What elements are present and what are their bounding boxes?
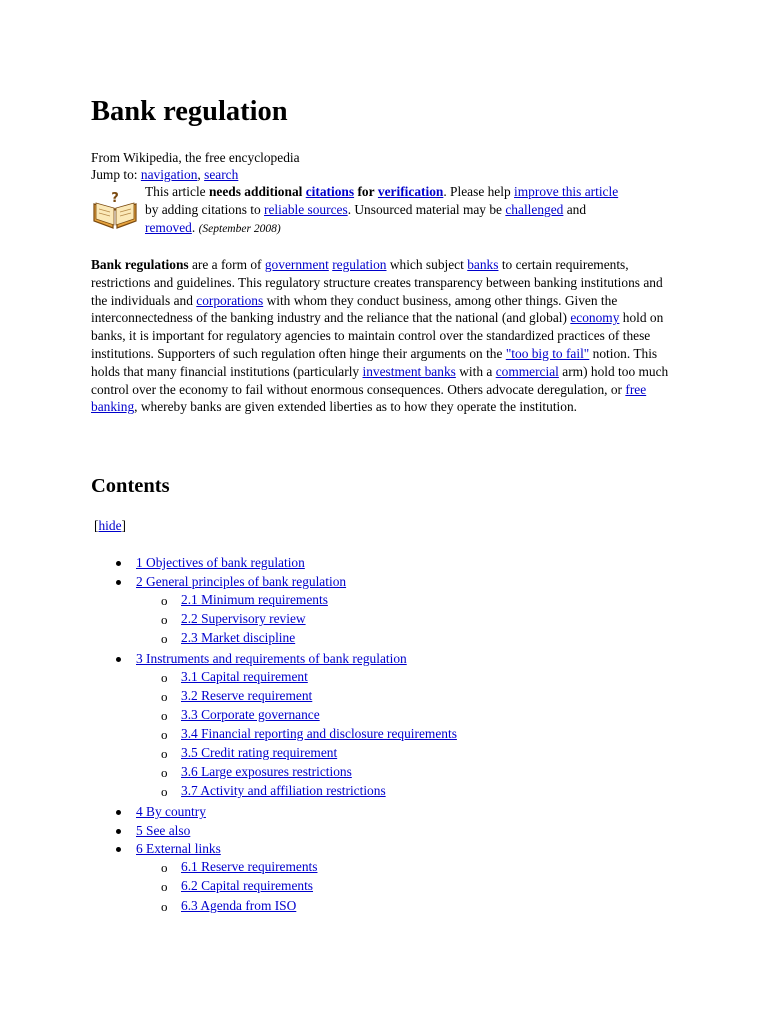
toc-toggle-open: [ — [94, 518, 99, 533]
regulation-link[interactable]: regulation — [332, 257, 387, 272]
intro-text-9: , whereby banks are given extended liberties as to how they operate the institution. — [134, 399, 578, 415]
svg-text:?: ? — [111, 191, 119, 206]
toc-subbullet: o — [161, 784, 168, 799]
verification-link[interactable]: verification — [377, 184, 444, 199]
contents-heading: Contents — [91, 475, 170, 497]
economy-link[interactable]: economy — [570, 310, 620, 326]
toc-subbullet: o — [161, 593, 168, 608]
toc-bullet — [116, 657, 121, 662]
toc-item-large-exposures[interactable]: 3.6 Large exposures restrictions — [181, 764, 352, 779]
toc-subbullet: o — [161, 689, 168, 704]
navigation-link[interactable]: navigation — [140, 167, 198, 182]
too-big-to-fail-link[interactable]: "too big to fail" — [505, 345, 590, 361]
toc-toggle — [94, 517, 126, 535]
intro-bold-term: Bank regulations — [91, 257, 189, 272]
toc-item-objectives[interactable]: 1 Objectives of bank regulation — [136, 555, 305, 570]
toc-item-supervisory-review[interactable]: 2.2 Supervisory review — [181, 611, 306, 626]
search-link[interactable]: search — [204, 167, 239, 182]
citations-link[interactable]: citations — [305, 184, 355, 199]
jump-separator: , — [197, 167, 201, 182]
intro-text-4: with whom they conduct business, among other things. Given the interconnectedness of the banking industry and the reliance that the national (and global) — [91, 292, 618, 326]
toc-bullet — [116, 829, 121, 834]
investment-banks-link[interactable]: investment banks — [362, 363, 456, 379]
intro-paragraph — [91, 256, 676, 416]
toc-item-market-discipline[interactable]: 2.3 Market discipline — [181, 630, 296, 645]
toc-item-activity-affiliation[interactable]: 3.7 Activity and affiliation restrictions — [181, 783, 386, 798]
notice-text-2: . Please help — [443, 184, 511, 199]
free-banking-link[interactable]: free banking — [91, 381, 647, 415]
notice-text-1: This article — [145, 184, 206, 199]
notice-text — [145, 183, 685, 239]
toc-item-by-country[interactable]: 4 By country — [136, 804, 206, 819]
corporations-link[interactable]: corporations — [196, 292, 264, 308]
jump-label: Jump to: — [91, 167, 138, 182]
toc-item-credit-rating[interactable]: 3.5 Credit rating requirement — [181, 745, 338, 760]
toc-item-minimum-requirements[interactable]: 2.1 Minimum requirements — [181, 592, 328, 607]
toc-subbullet: o — [161, 879, 168, 894]
notice-for: for — [357, 184, 375, 199]
tagline: From Wikipedia, the free encyclopedia — [91, 150, 300, 165]
toc-item-capital-requirement[interactable]: 3.1 Capital requirement — [181, 669, 308, 684]
government-link[interactable]: government — [264, 257, 329, 272]
toc-item-agenda-iso[interactable]: 6.3 Agenda from ISO — [181, 898, 297, 913]
page-title: Bank regulation — [91, 96, 288, 127]
toc-subbullet: o — [161, 612, 168, 627]
toc-bullet — [116, 810, 121, 815]
banks-link[interactable]: banks — [467, 257, 499, 272]
toc-item-see-also[interactable]: 5 See also — [136, 823, 191, 838]
toc-item-external-links[interactable]: 6 External links — [136, 841, 221, 856]
intro-text-6: notion. This holds that many financial institutions (particularly — [91, 345, 658, 379]
toc-item-reserve-requirements-links[interactable]: 6.1 Reserve requirements — [181, 859, 318, 874]
notice-text-3: by adding citations to — [145, 202, 261, 218]
toc-item-corporate-governance[interactable]: 3.3 Corporate governance — [181, 707, 320, 722]
intro-text-7: with a — [459, 363, 493, 379]
notice-date: (September 2008) — [198, 223, 281, 236]
toc-subbullet: o — [161, 860, 168, 875]
challenged-link[interactable]: challenged — [505, 202, 564, 218]
toc-item-instruments[interactable]: 3 Instruments and requirements of bank regulation — [136, 651, 407, 666]
reliable-sources-link[interactable]: reliable sources — [264, 202, 348, 218]
intro-text-8: arm) hold too much control over the economy to fail without enormous consequences. Others advocate deregulation, or — [91, 363, 669, 397]
toc-item-capital-requirements-links[interactable]: 6.2 Capital requirements — [181, 878, 314, 893]
notice-text-5: and — [566, 202, 587, 218]
toc-subbullet: o — [161, 746, 168, 761]
intro-text-5: hold on banks, it is important for regulatory agencies to maintain control over the standardized practices of these institutions. Supporters of such regulation often hinge their arguments on the — [91, 310, 664, 361]
book-question-icon — [91, 190, 139, 230]
intro-text-3: to certain requirements, restrictions and guidelines. This regulatory structure creates transparency between banking institutions and the individuals and — [91, 257, 663, 308]
notice-text-4: . Unsourced material may be — [347, 202, 502, 218]
hide-toc-link[interactable]: hide — [98, 518, 122, 533]
notice-needs: needs additional — [208, 184, 303, 199]
toc-subbullet: o — [161, 727, 168, 742]
toc-subbullet: o — [161, 631, 168, 646]
removed-link[interactable]: removed — [145, 220, 192, 236]
toc-subbullet: o — [161, 708, 168, 723]
intro-text-1: are a form of — [191, 257, 262, 272]
toc-item-financial-reporting[interactable]: 3.4 Financial reporting and disclosure requirements — [181, 726, 457, 741]
toc-bullet — [116, 847, 121, 852]
notice-text-6: . — [191, 220, 196, 236]
improve-article-link[interactable]: improve this article — [514, 184, 619, 199]
toc-subbullet: o — [161, 899, 168, 914]
toc-bullet — [116, 561, 121, 566]
toc-item-general-principles[interactable]: 2 General principles of bank regulation — [136, 574, 347, 589]
toc-toggle-close: ] — [121, 518, 126, 533]
intro-text-2: which subject — [389, 257, 464, 272]
commercial-link[interactable]: commercial — [495, 363, 559, 379]
toc-item-reserve-requirement[interactable]: 3.2 Reserve requirement — [181, 688, 313, 703]
toc-subbullet: o — [161, 765, 168, 780]
toc-subbullet: o — [161, 670, 168, 685]
toc-bullet — [116, 580, 121, 585]
jump-to — [91, 166, 238, 183]
